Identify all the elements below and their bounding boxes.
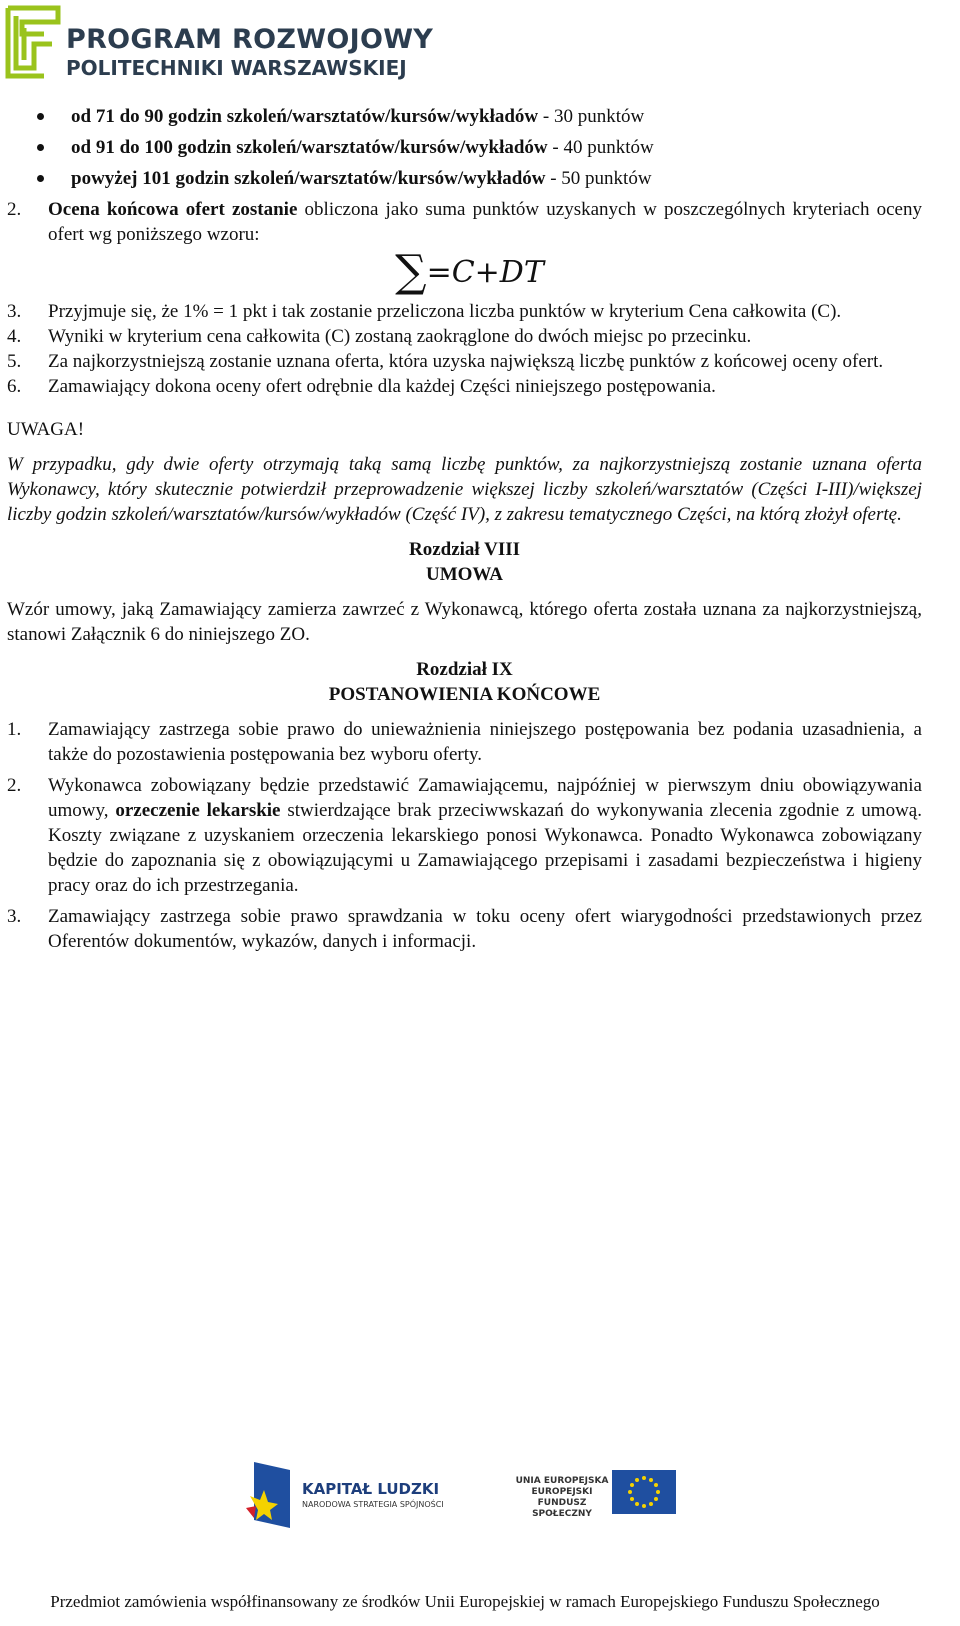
item-number: 2. xyxy=(7,775,22,796)
bullet-text: - 50 punktów xyxy=(545,168,652,189)
header-logo xyxy=(4,4,434,80)
item-number: 3. xyxy=(7,301,22,322)
section9-item-2 xyxy=(7,773,922,898)
item-number: 6. xyxy=(7,376,22,397)
eu-line2: EUROPEJSKI xyxy=(531,1487,593,1497)
points-list xyxy=(7,104,922,191)
document-body xyxy=(7,104,922,954)
eu-line1: UNIA EUROPEJSKA xyxy=(515,1476,609,1486)
item-bold: Ocena końcowa ofert zostanie xyxy=(48,199,298,220)
item-text: Za najkorzystniejszą zostanie uznana oferta, która uzyska największą liczbę punktów z końcowej oceny ofert. xyxy=(48,351,884,372)
item-number: 3. xyxy=(7,906,22,927)
sigma-symbol: ∑ xyxy=(395,246,427,297)
list-item xyxy=(7,166,922,191)
numbered-item-4 xyxy=(7,324,922,349)
item-text: Wykonawca zobowiązany będzie przedstawić Zamawiającemu, najpóźniej w pierwszym dniu obowiązywania umowy, xyxy=(48,775,922,821)
eu-flag-icon xyxy=(612,1470,676,1514)
uwaga-label: UWAGA! xyxy=(7,419,85,440)
kapital-ludzki-logo-icon xyxy=(246,1462,296,1528)
item-number: 2. xyxy=(7,199,22,220)
list-item xyxy=(7,135,922,160)
formula-rhs: =C+DT xyxy=(426,255,544,290)
kapital-ludzki-subtitle: NARODOWA STRATEGIA SPÓJNOŚCI xyxy=(302,1500,444,1509)
item-text: Zamawiający dokona oceny ofert odrębnie dla każdej Części niniejszego postępowania. xyxy=(48,376,716,397)
footer-logos xyxy=(246,1458,686,1530)
item-text: stwierdzające brak przeciwwskazań do wykonywania zlecenia zgodnie z umową. Koszty związane z uzyskaniem orzeczenia lekarskiego ponosi Wykonawca. Ponadto Wykonawca zobowiązany będzie do zapoznania się z obowiązującymi u Zamawiającego przepisami i zasadami bezpieczeństwa i higieny pracy oraz do ich przestrzegania. xyxy=(48,800,922,896)
section8-text: Wzór umowy, jaką Zamawiający zamierza zawrzeć z Wykonawcą, którego oferta została uznana za najkorzystniejszą, stanowi Załącznik 6 do niniejszego ZO. xyxy=(7,599,922,645)
logo-subtitle: POLITECHNIKI WARSZAWSKIEJ xyxy=(66,56,407,80)
section8-title: Rozdział VIII xyxy=(408,539,521,560)
eu-line3: FUNDUSZ SPOŁECZNY xyxy=(532,1498,592,1519)
item-bold: orzeczenie lekarskie xyxy=(115,800,281,821)
numbered-item-3 xyxy=(7,299,922,324)
kapital-ludzki-title: KAPITAŁ LUDZKI xyxy=(302,1480,440,1498)
item-text: Przyjmuje się, że 1% = 1 pkt i tak zostanie przeliczona liczba punktów w kryterium Cena całkowita (C). xyxy=(48,301,842,322)
footer-text: Przedmiot zamówienia współfinansowany ze środków Unii Europejskiej w ramach Europejskiego Funduszu Społecznego xyxy=(50,1592,880,1611)
item-number: 5. xyxy=(7,351,22,372)
bullet-text: - 40 punktów xyxy=(547,137,654,158)
numbered-item-5 xyxy=(7,349,922,374)
bullet-bold: powyżej 101 godzin szkoleń/warsztatów/kursów/wykładów xyxy=(71,168,546,189)
section8-subtitle: UMOWA xyxy=(425,564,504,585)
logo-title: PROGRAM ROZWOJOWY xyxy=(66,24,434,55)
bullet-bold: od 91 do 100 godzin szkoleń/warsztatów/kursów/wykładów xyxy=(71,137,548,158)
item-text: Zamawiający zastrzega sobie prawo do unieważnienia niniejszego postępowania bez podania uzasadnienia, a także do pozostawienia postępowania bez wyboru oferty. xyxy=(48,719,922,765)
item-number: 4. xyxy=(7,326,22,347)
uwaga-text: W przypadku, gdy dwie oferty otrzymają taką samą liczbę punktów, za najkorzystniejszą zostanie uznana oferta Wykonawcy, który skutecznie potwierdził przeprowadzenie większej liczby szkoleń/warsztatów (Części I-III)/większej liczby godzin szkoleń/warsztatów/kursów/wykładów (Część IV), z zakresu tematycznego Części, na którą złożył ofertę. xyxy=(7,454,922,525)
section9-title: Rozdział IX xyxy=(416,659,513,680)
bullet-text: - 30 punktów xyxy=(538,106,645,127)
item-number: 1. xyxy=(7,719,22,740)
item-text: Wyniki w kryterium cena całkowita (C) zostaną zaokrąglone do dwóch miejsc po przecinku. xyxy=(48,326,752,347)
section9-subtitle: POSTANOWIENIA KOŃCOWE xyxy=(328,684,601,705)
section9-item-3 xyxy=(7,904,922,954)
formula xyxy=(7,246,922,297)
item-text: obliczona jako suma punktów uzyskanych w poszczególnych kryteriach oceny ofert wg poniższego wzoru: xyxy=(48,199,922,245)
numbered-item-2 xyxy=(7,197,922,247)
item-text: Zamawiający zastrzega sobie prawo sprawdzania w toku oceny ofert wiarygodności przedstawionych przez Oferentów dokumentów, wykazów, danych i informacji. xyxy=(48,906,922,952)
eu-text xyxy=(514,1476,610,1520)
bullet-bold: od 71 do 90 godzin szkoleń/warsztatów/kursów/wykładów xyxy=(71,106,539,127)
section9-item-1 xyxy=(7,717,922,767)
numbered-item-6 xyxy=(7,374,922,399)
list-item xyxy=(7,104,922,129)
